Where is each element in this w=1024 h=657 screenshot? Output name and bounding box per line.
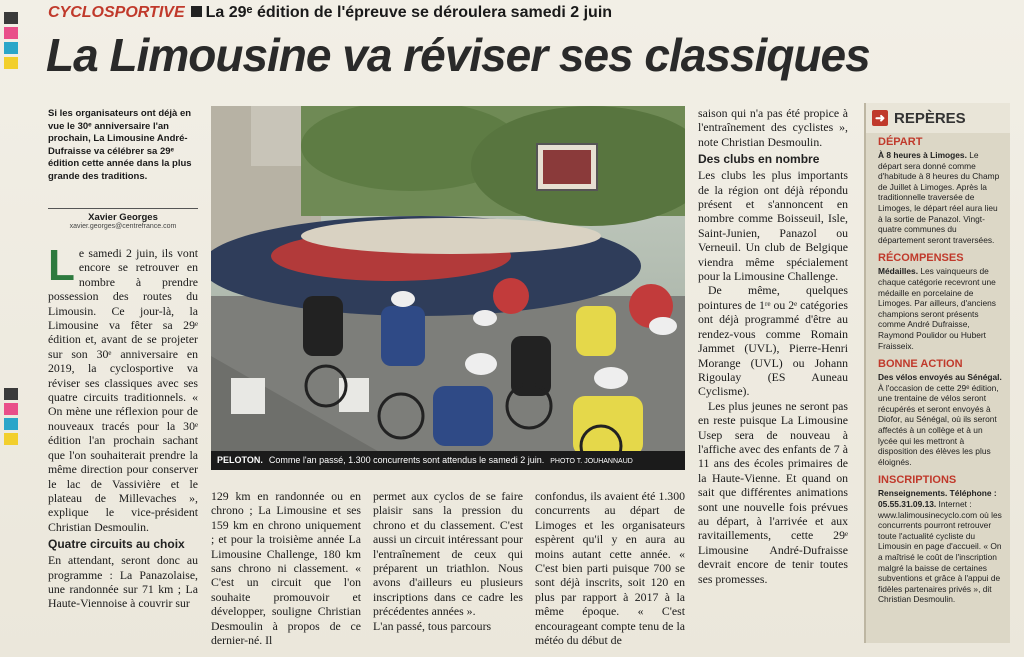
article-column-5 [698,106,848,586]
section-text [878,488,1003,605]
section-body: Internet : www.lalimousinecyclo.com où les concurrents pourront retrouver toute l'actualité cycliste du Limousin en page d'accueil. « On a maîtrisé le coût de l'inscription malgré la baisse de certaines subventions et grâce à l'appui de fidèles partenaires privés », dit Christian Desmoulin. [878,499,1002,605]
byline-name: Xavier Georges [88,212,158,223]
peloton-illustration [211,106,685,470]
sidebar-section-depart [866,133,1010,249]
section-text [878,150,1003,245]
peloton-photo [211,106,685,470]
drop-cap: L [48,241,75,290]
subhead-circuits: Quatre circuits au choix [48,537,185,552]
article-column-4: confondus, ils avaient été 1.300 concurrents au départ de Limoges et les organisateurs espèrent qu'il y en aura au moins autant cette année. « C'est bien parti puisque 700 se sont déjà inscrits, soit 120 en plus par rapport à 2017 à la même époque. « C'est encourageant compte tenu de la météo du début de [535,489,685,648]
sidebar-section-inscriptions [866,471,1010,609]
col5-paragraph-3: De même, quelques pointures de 1ʳᵉ ou 2ᵉ catégories ont déjà programmé d'être au rendez-vous comme Romain Jammet (UVL), Pierre-Henri Morange (UVL) ou Johann Rigoulay (ES Auneau Cyclisme). [698,283,848,399]
section-body: Le départ sera donné comme d'habitude à 8 heures du Champ de Juillet à Limoges. Après la traditionnelle traversée de Limoges, le départ réel aura lieu à la sortie de Panazol. Vingt-quatre communes du département seront traversées. [878,150,1000,245]
sidebar-section-bonne-action [866,355,1010,471]
photo-credit: PHOTO T. JOUHANNAUD [550,458,633,465]
sidebar-title: REPÈRES [894,109,966,127]
byline [48,208,198,230]
print-color-strip-top [4,12,18,72]
col5-paragraph-2: Les clubs les plus importants de la région ont déjà répondu présent et s'annoncent en nombre comme Boisseuil, Isle, Saint-Junien, Panazol ou Verneuil. Un club de Belgique viendra même spécialement pour la Limousine Challenge. [698,168,848,284]
section-lead: À 8 heures à Limoges. [878,150,967,160]
section-text [878,372,1003,467]
col1-paragraph-2: En attendant, seront donc au programme : La Panazolaise, une randonnée sur 71 km ; La Haute-Viennoise à couvrir sur [48,553,198,611]
section-lead: Médailles. [878,266,919,277]
article-column-3: permet aux cyclos de se faire plaisir sans la pression du chrono et du classement. C'est aussi un circuit intéressant pour l'entraînement de ceux qui préparent un triathlon. Nous avons d'ailleurs eu plusieurs inscriptions dans ce cadre les précédentes années ». L'an passé, tous parcours [373,489,523,633]
section-body: Les vainqueurs de chaque catégorie recevront une médaille en porcelaine de Limoges. Par ailleurs, d'anciens champions seront présents comme André Dufraisse, Raymond Poulidor ou Hubert Fraisseix. [878,266,996,351]
headline: La Limousine va réviser ses classiques [46,29,870,81]
section-title: RÉCOMPENSES [878,252,964,265]
col1-paragraph-1: e samedi 2 juin, ils vont encore se retrouver en nombre à prendre possession des routes du Limousin. Ce jour-là, la Limousine va fêter sa 29ᵉ édition et, avant de se projeter sur son 30ᵉ anniversaire en 2019, la cyclosportive va réviser ses classiques avec ses quatre circuits traditionnels. « On mène une réflexion pour de nouveaux tracés pour la 30ᵉ édition l'an prochain sachant que l'on souhaiterait prendre la même direction pour conserver le lac de Vassivière et le plateau de Millevaches », explique le vice-président Christian Desmoulin. [48,246,198,534]
section-title: BONNE ACTION [878,358,963,371]
col5-paragraph-4: Les plus jeunes ne seront pas en reste puisque La Limousine Usep sera de nouveau à l'affiche avec des enfants de 7 à 11 ans des écoles primaires de la Haute-Vienne. Et quand on sait que différentes animations sont une nouvelle fois prévues au départ, à l'arrivée et aux ravitaillements, cette 29ᵉ Limousine André-Dufraisse devrait encore de tenir toutes ses promesses. [698,398,848,586]
reperes-sidebar [864,103,1010,643]
arrow-right-icon: ➜ [872,110,888,126]
caption-text: Comme l'an passé, 1.300 concurrents sont attendus le samedi 2 juin. [268,455,545,465]
photo-caption [211,451,685,470]
sidebar-header [866,103,1010,133]
article-column-1 [48,241,198,611]
section-title: INSCRIPTIONS [878,474,957,487]
caption-label: PELOTON. [217,455,263,465]
kicker [48,4,612,22]
kicker-headline: La 29ᵉ édition de l'épreuve se déroulera samedi 2 juin [205,4,613,21]
byline-email: xavier.georges@centrefrance.com [69,223,177,230]
kicker-category: CYCLOSPORTIVE [48,4,185,21]
section-text [878,266,1003,351]
section-body: À l'occasion de cette 29ᵉ édition, une trentaine de vélos seront récupérés et seront envoyés à Diofor, au Sénégal, où ils seront affectés à un collège et à un lycée qui les mettront à disposition des élèves les plus éloignés. [878,382,999,467]
chapo: Si les organisateurs ont déjà en vue le 30ᵉ anniversaire l'an prochain, La Limousine André-Dufraisse va célébrer sa 29ᵉ édition cette année dans la plus grande des traditions. [48,108,192,182]
sidebar-section-recompenses [866,249,1010,355]
subhead-clubs: Des clubs en nombre [698,152,820,167]
section-lead: Renseignements. Téléphone : 05.55.31.09.13. [878,488,997,510]
section-title: DÉPART [878,136,923,148]
col5-paragraph-1: saison qui n'a pas été propice à l'entraînement des cyclistes », note Christian Desmoulin. [698,106,848,149]
print-color-strip-bottom [4,388,18,448]
square-bullet-icon [191,6,202,17]
section-lead: Des vélos envoyés au Sénégal. [878,372,1002,383]
article-column-2: 129 km en randonnée ou en chrono ; La Limousine et ses 159 km en chrono uniquement ; et pour la troisième année La Limousine Challenge, 180 km sans chrono ni classement. « C'est un circuit que l'on souhaite promouvoir et développer, souligne Christian Desmoulin à propos de ce dernier-né. Il [211,489,361,648]
